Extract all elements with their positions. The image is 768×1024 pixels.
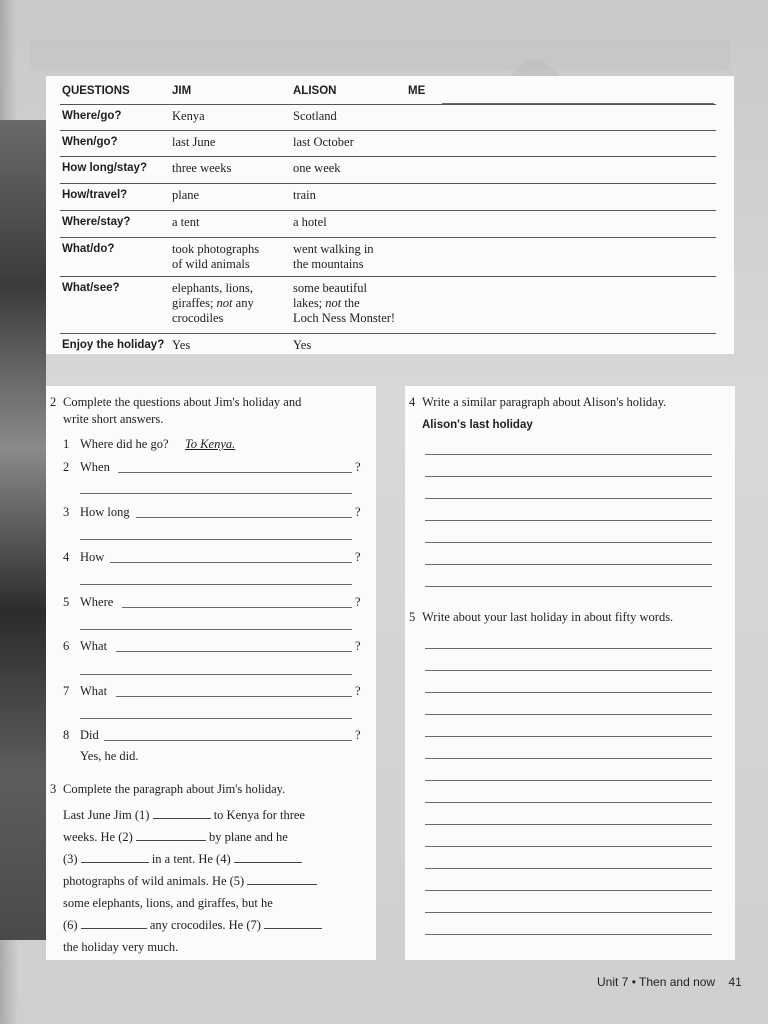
exercises-2-3-panel	[46, 386, 376, 960]
row-jim-line: elephants, lions,	[172, 281, 253, 295]
row-question: Enjoy the holiday?	[62, 339, 165, 351]
row-question: Where/go?	[62, 110, 122, 122]
ex3-text: any crocodiles. He (7)	[146, 918, 265, 932]
ex2-example-answer: To Kenya.	[185, 437, 236, 451]
ex2-item-number: 3	[63, 505, 70, 519]
gap-4[interactable]	[234, 850, 302, 863]
exercises-4-5-panel	[405, 386, 735, 960]
row-jim	[172, 242, 259, 272]
row-jim-line: crocodiles	[172, 311, 224, 325]
ex5-writing-line[interactable]	[425, 670, 712, 671]
row-alison-line: went walking in	[293, 242, 374, 256]
ex5-writing-line[interactable]	[425, 824, 712, 825]
ex2-answer-line[interactable]	[80, 674, 352, 675]
ex3-paragraph	[63, 804, 322, 958]
ex3-text: weeks. He (2)	[63, 830, 136, 844]
row-question: How/travel?	[62, 189, 128, 201]
row-jim-line: took photographs	[172, 242, 260, 256]
row-jim-line: of wild animals	[172, 257, 250, 271]
ex2-question-line[interactable]	[104, 740, 352, 741]
question-mark: ?	[355, 505, 361, 519]
ex2-item-question: What	[80, 639, 108, 653]
ex5-writing-line[interactable]	[425, 692, 712, 693]
ex5-writing-line[interactable]	[425, 890, 712, 891]
table-header-row	[60, 80, 716, 105]
ex3-line	[63, 870, 322, 892]
gap-2[interactable]	[136, 828, 206, 841]
gap-3[interactable]	[81, 850, 149, 863]
ex2-question-line[interactable]	[136, 517, 352, 518]
ex2-item-question: Did	[80, 728, 99, 742]
footer-unit: Unit 7	[597, 975, 629, 989]
row-alison	[293, 281, 395, 326]
ex4-number: 4	[409, 395, 416, 409]
row-question: Where/stay?	[62, 216, 131, 228]
header-me: ME	[408, 85, 426, 97]
ex2-item-number: 1	[63, 437, 70, 451]
row-alison: Yes	[293, 338, 312, 352]
table-row	[60, 131, 716, 157]
ex4-instruction: Write a similar paragraph about Alison's holiday.	[422, 395, 667, 409]
row-question: What/see?	[62, 282, 120, 294]
ex2-item-question: Where	[80, 595, 114, 609]
ex3-text: the holiday very much.	[63, 940, 179, 954]
row-alison	[293, 242, 374, 272]
header-questions: QUESTIONS	[62, 85, 130, 97]
ex3-line	[63, 804, 322, 826]
ex5-writing-line[interactable]	[425, 912, 712, 913]
ex3-line	[63, 914, 322, 936]
table-row	[60, 334, 716, 358]
ex2-answer-line[interactable]	[80, 584, 352, 585]
header-jim: JIM	[172, 85, 192, 97]
row-alison-line: some beautiful	[293, 281, 367, 295]
page-footer	[597, 975, 742, 989]
ex4-writing-line[interactable]	[425, 476, 712, 477]
row-alison-line: Loch Ness Monster!	[293, 311, 396, 325]
ex3-text: photographs of wild animals. He (5)	[63, 874, 248, 888]
ex3-instruction: Complete the paragraph about Jim's holiday.	[63, 782, 286, 796]
table-row	[60, 157, 716, 184]
ex3-line	[63, 892, 322, 914]
gap-7[interactable]	[264, 916, 322, 929]
row-jim: Kenya	[172, 109, 205, 123]
ex2-question-line[interactable]	[122, 607, 352, 608]
ex3-text: Last June Jim (1)	[63, 808, 153, 822]
row-alison: train	[293, 188, 316, 202]
ex4-writing-line[interactable]	[425, 520, 712, 521]
ex3-line	[63, 826, 322, 848]
row-jim: three weeks	[172, 161, 232, 175]
row-jim-line: giraffes; not any	[172, 296, 254, 310]
table-row	[60, 277, 716, 334]
ex2-item-question: How	[80, 550, 105, 564]
ex3-text: by plane and he	[205, 830, 288, 844]
ex3-text: (3)	[63, 852, 81, 866]
table-row	[60, 238, 716, 277]
ex2-question-line[interactable]	[116, 696, 352, 697]
row-question: How long/stay?	[62, 162, 147, 174]
row-alison-line: the mountains	[293, 257, 364, 271]
row-alison: one week	[293, 161, 341, 175]
ex5-writing-line[interactable]	[425, 780, 712, 781]
ex2-instruction-line2: write short answers.	[63, 412, 164, 426]
ex2-answer-line[interactable]	[80, 493, 352, 494]
ex2-item-number: 4	[63, 550, 70, 564]
ex2-question-line[interactable]	[118, 472, 352, 473]
question-mark: ?	[355, 460, 361, 474]
ex2-item-question: How long	[80, 505, 130, 519]
ex3-line	[63, 936, 322, 958]
row-jim	[172, 281, 254, 326]
row-question: When/go?	[62, 136, 118, 148]
ex5-writing-line[interactable]	[425, 648, 712, 649]
question-mark: ?	[355, 550, 361, 564]
question-mark: ?	[355, 684, 361, 698]
table-row	[60, 211, 716, 238]
row-jim: last June	[172, 135, 216, 149]
ex4-writing-line[interactable]	[425, 542, 712, 543]
emphasis-not: not	[216, 296, 233, 310]
ex2-item-question: When	[80, 460, 110, 474]
gap-5[interactable]	[247, 872, 317, 885]
footer-separator: •	[631, 975, 636, 989]
ex4-writing-line[interactable]	[425, 498, 712, 499]
ex5-writing-line[interactable]	[425, 846, 712, 847]
ex2-item-number: 5	[63, 595, 70, 609]
ex3-text: (6)	[63, 918, 81, 932]
ex2-short-answer: Yes, he did.	[80, 749, 139, 763]
page-number: 41	[728, 975, 742, 989]
ex3-number: 3	[50, 782, 57, 796]
ex5-writing-line[interactable]	[425, 802, 712, 803]
ex4-subtitle: Alison's last holiday	[422, 419, 533, 431]
ex2-item-question: Where did he go?	[80, 437, 169, 451]
ex2-item-number: 6	[63, 639, 70, 653]
comparison-table-panel	[46, 76, 734, 354]
ex4-writing-line[interactable]	[425, 454, 712, 455]
ex3-text: to Kenya for three	[210, 808, 305, 822]
ex4-writing-line[interactable]	[425, 586, 712, 587]
ex5-writing-line[interactable]	[425, 736, 712, 737]
ex2-number: 2	[50, 395, 57, 409]
footer-section: Then and now	[639, 975, 716, 989]
table-row	[60, 184, 716, 211]
row-alison: last October	[293, 135, 354, 149]
ex2-answer-line[interactable]	[80, 629, 352, 630]
ex2-instruction-line1: Complete the questions about Jim's holiday and	[63, 395, 302, 409]
ex2-item-number: 7	[63, 684, 70, 698]
ex5-writing-line[interactable]	[425, 868, 712, 869]
me-answer-line[interactable]	[442, 103, 714, 104]
ex5-writing-line[interactable]	[425, 714, 712, 715]
row-alison: a hotel	[293, 215, 327, 229]
left-photo-strip	[0, 120, 46, 940]
ex3-text: some elephants, lions, and giraffes, but he	[63, 896, 273, 910]
ex3-text: in a tent. He (4)	[148, 852, 234, 866]
row-alison: Scotland	[293, 109, 337, 123]
ex2-item-question: What	[80, 684, 108, 698]
header-alison: ALISON	[293, 85, 337, 97]
ex2-question-line[interactable]	[116, 651, 352, 652]
ex2-answer-line[interactable]	[80, 539, 352, 540]
comparison-table	[60, 80, 716, 358]
ex5-number: 5	[409, 610, 416, 624]
row-jim: Yes	[172, 338, 191, 352]
gap-6[interactable]	[81, 916, 147, 929]
ex3-line	[63, 848, 322, 870]
question-mark: ?	[355, 595, 361, 609]
ex5-instruction: Write about your last holiday in about fifty words.	[422, 610, 674, 624]
ex2-question-line[interactable]	[110, 562, 352, 563]
ex5-writing-line[interactable]	[425, 758, 712, 759]
ex2-item-number: 2	[63, 460, 70, 474]
gap-1[interactable]	[153, 806, 211, 819]
row-jim: a tent	[172, 215, 200, 229]
emphasis-not: not	[325, 296, 342, 310]
row-alison-line: lakes; not the	[293, 296, 360, 310]
ex2-item-number: 8	[63, 728, 70, 742]
row-question: What/do?	[62, 243, 115, 255]
ex4-writing-line[interactable]	[425, 564, 712, 565]
question-mark: ?	[355, 728, 361, 742]
table-row	[60, 105, 716, 131]
ex2-answer-line[interactable]	[80, 718, 352, 719]
row-jim: plane	[172, 188, 200, 202]
ex5-writing-line[interactable]	[425, 934, 712, 935]
question-mark: ?	[355, 639, 361, 653]
